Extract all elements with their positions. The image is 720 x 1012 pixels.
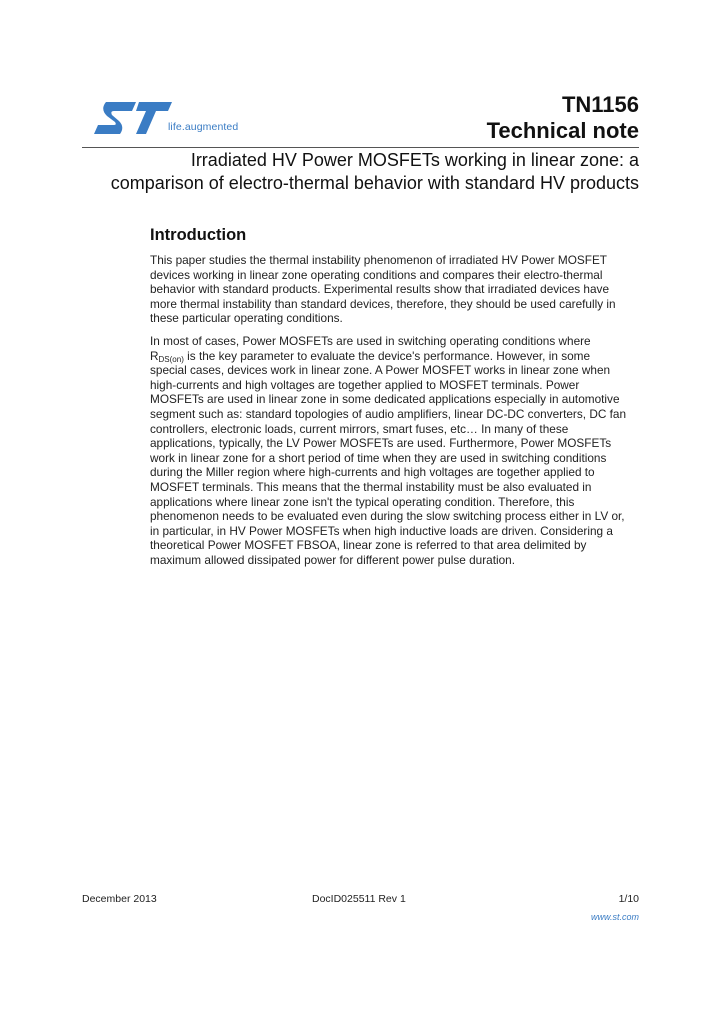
text-line: during the Miller region where high-currents and high voltages are together applied to: [150, 465, 595, 480]
text-fragment: is the key parameter to evaluate the device's performance. However, in some: [183, 348, 591, 363]
title-line: Irradiated HV Power MOSFETs working in linear zone: a: [190, 150, 639, 170]
text-line: maximum allowed dissipated power for different power pulse duration.: [150, 552, 516, 567]
text-line: special cases, devices work in linear zone. A Power MOSFET works in linear zone when: [150, 363, 611, 378]
text-line: controllers, electronic loads, current mirrors, smart fuses, etc… In many of these: [150, 421, 569, 436]
footer-page-number: 1/10: [618, 893, 639, 905]
text-line: MOSFETs are used in linear zone in some dedicated applications especially in automotive: [150, 392, 620, 407]
brand-tagline: life.augmented: [168, 121, 239, 133]
text-line: high-currents and high voltages are together applied to MOSFET terminals. Power: [150, 377, 580, 392]
text-line: In most of cases, Power MOSFETs are used in switching operating conditions where: [150, 334, 591, 348]
text-line: This paper studies the thermal instability phenomenon of irradiated HV Power MOSFET: [150, 253, 608, 267]
document-title: [79, 149, 639, 195]
intro-paragraph-1: [150, 253, 640, 326]
title-line: comparison of electro-thermal behavior with standard HV products: [110, 173, 639, 193]
rds-line: [150, 349, 640, 364]
rds-subscript: DS(on): [158, 354, 184, 364]
text-line: segment such as: standard topologies of audio amplifiers, linear DC-DC converters, DC fan: [150, 406, 627, 421]
text-line: these particular operating conditions.: [150, 311, 343, 326]
text-line: applications, typically, the LV Power MOSFETs are used. Furthermore, Power MOSFETs: [150, 436, 612, 451]
document-code: TN1156: [561, 92, 639, 117]
document-type: Technical note: [486, 118, 639, 143]
intro-paragraph-2: [150, 334, 640, 568]
footer-date: December 2013: [82, 893, 157, 905]
text-line: theoretical Power MOSFET FBSOA, linear zone is referred to that area delimited by: [150, 538, 587, 553]
rds-symbol: R: [150, 348, 159, 363]
text-line: more thermal instability than standard devices, therefore, they should be used carefully in: [150, 296, 616, 311]
text-line: phenomenon needs to be evaluated even during the slow switching process either in LV or,: [150, 509, 625, 524]
text-line: behavior with standard products. Experimental results show that irradiated devices have: [150, 282, 610, 297]
text-line: in particular, in HV Power MOSFETs when high inductive loads are driven. Considering a: [150, 523, 613, 538]
footer-doc-id: DocID025511 Rev 1: [312, 893, 406, 905]
footer-website-link[interactable]: www.st.com: [590, 912, 639, 922]
st-logo: [92, 98, 174, 138]
text-line: work in linear zone for a short period of time when they are used in switching conditions: [150, 450, 607, 465]
text-line: applications where linear zone isn't the typical operating condition. Therefore, this: [150, 494, 575, 509]
text-line: devices working in linear zone operating conditions and compares their electro-thermal: [150, 267, 603, 282]
header-divider: [82, 147, 639, 148]
text-line: MOSFET terminals. This means that the thermal instability must be also evaluated in: [150, 479, 592, 494]
section-heading: Introduction: [150, 226, 247, 244]
